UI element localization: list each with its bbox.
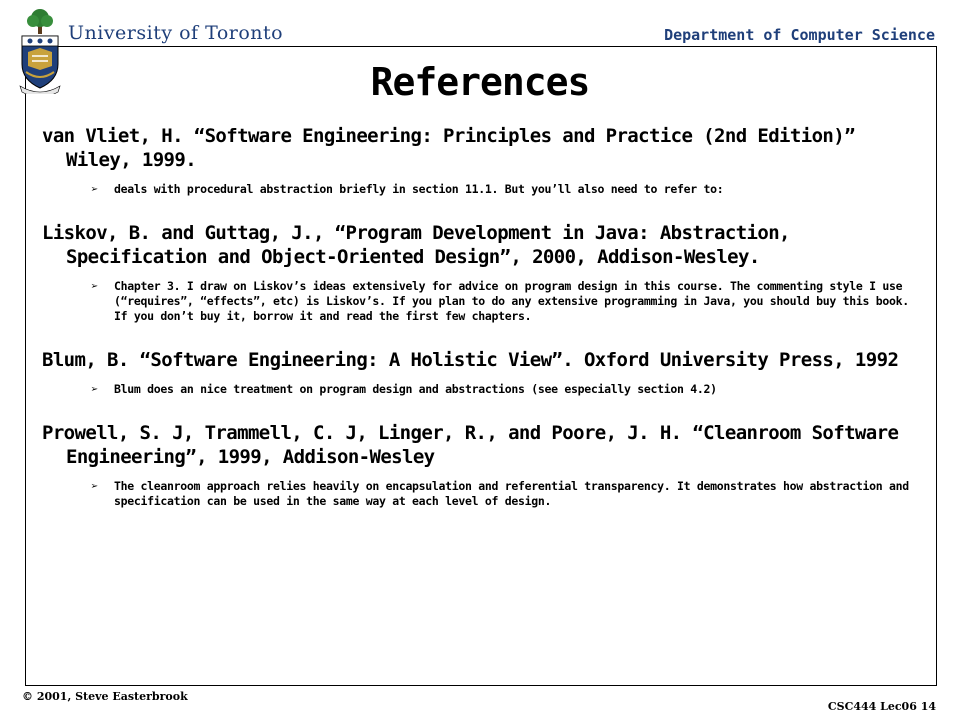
reference-item xyxy=(42,124,922,197)
arrow-bullet-icon: ➢ xyxy=(91,479,98,493)
slide-title: References xyxy=(370,60,590,104)
references-list xyxy=(42,124,922,509)
reference-note xyxy=(42,182,922,197)
reference-note-text: deals with procedural abstraction briefly in section 11.1. But you’ll also need to refer to: xyxy=(114,182,724,196)
arrow-bullet-icon: ➢ xyxy=(91,182,98,196)
reference-item xyxy=(42,348,922,397)
reference-citation: Prowell, S. J, Trammell, C. J, Linger, R., and Poore, J. H. “Cleanroom Software Engineering”, 1999, Addison-Wesley xyxy=(42,422,899,468)
department-name: Department of Computer Science xyxy=(664,26,935,44)
reference-note xyxy=(42,479,922,509)
university-name: University of Toronto xyxy=(68,22,284,44)
reference-citation: van Vliet, H. “Software Engineering: Principles and Practice (2nd Edition)” Wiley, 1999. xyxy=(42,125,855,171)
arrow-bullet-icon: ➢ xyxy=(91,279,98,293)
reference-citation: Blum, B. “Software Engineering: A Holistic View”. Oxford University Press, 1992 xyxy=(42,349,899,371)
reference-note xyxy=(42,382,922,397)
copyright-text: © 2001, Steve Easterbrook xyxy=(22,690,188,703)
reference-citation: Liskov, B. and Guttag, J., “Program Development in Java: Abstraction, Specification and Object-Oriented Design”, 2000, Addison-Wesley. xyxy=(42,222,790,268)
page-reference: CSC444 Lec06 14 xyxy=(827,700,936,713)
reference-note-text: Chapter 3. I draw on Liskov’s ideas extensively for advice on program design in this course. The commenting style I use (“requires”, “effects”, etc) is Liskov’s. If you plan to do any extensive programming in Java, you should buy this book. If you don’t buy it, borrow it and read the first few chapters. xyxy=(114,279,909,323)
reference-item xyxy=(42,221,922,324)
arrow-bullet-icon: ➢ xyxy=(91,382,98,396)
reference-note xyxy=(42,279,922,324)
reference-item xyxy=(42,421,922,509)
reference-note-text: The cleanroom approach relies heavily on encapsulation and referential transparency. It demonstrates how abstraction and specification can be used in the same way at each level of design. xyxy=(114,479,909,508)
reference-note-text: Blum does an nice treatment on program design and abstractions (see especially section 4.2) xyxy=(114,382,717,396)
